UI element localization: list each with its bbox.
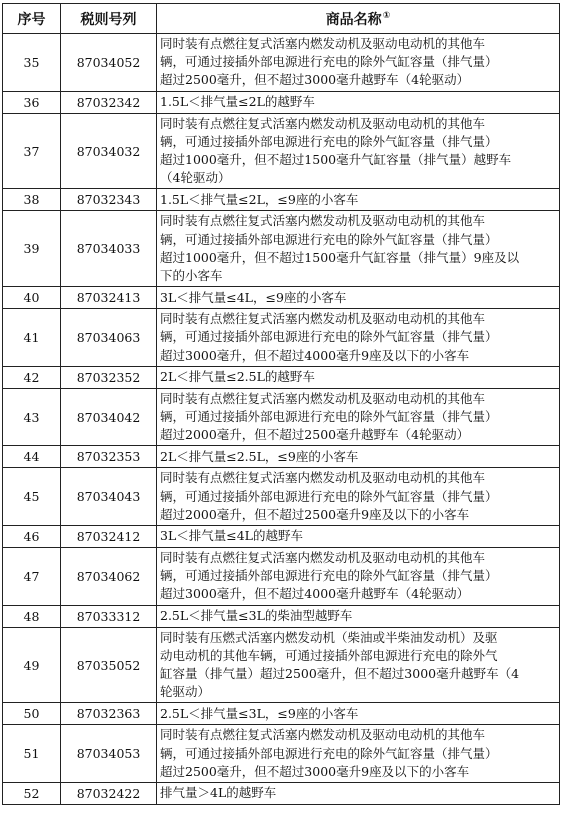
product-description [157,446,560,468]
tariff-code: 87034042 [61,388,157,446]
row-index: 38 [3,189,61,211]
tariff-code: 87032342 [61,91,157,113]
row-index: 49 [3,627,61,703]
row-index: 36 [3,91,61,113]
description-line: 排气量＞4L的越野车 [160,785,277,801]
row-index: 48 [3,605,61,627]
description-line: 同时装有点燃往复式活塞内燃发动机及驱动电动机的其他车 [160,311,486,327]
tariff-code: 87034043 [61,468,157,526]
row-index: 50 [3,703,61,725]
description-line: 2.5L＜排气量≤3L的柴油型越野车 [160,608,353,624]
table-row [3,725,560,783]
table-row [3,548,560,606]
table-body [3,34,560,805]
description-line: 辆，可通过接插外部电源进行充电的除外气缸容量（排气量） [160,54,498,70]
table-row [3,113,560,189]
description-line: 3L＜排气量≤4L，≤9座的小客车 [160,289,347,305]
table-row [3,703,560,725]
description-line: 超过2000毫升，但不超过2500毫升越野车（4轮驱动） [160,427,470,443]
product-description [157,526,560,548]
row-index: 45 [3,468,61,526]
tariff-code: 87032422 [61,783,157,805]
description-line: 2.5L＜排气量≤3L，≤9座的小客车 [160,705,359,721]
header-code: 税则号列 [61,4,157,34]
tariff-code: 87034033 [61,211,157,287]
product-description [157,211,560,287]
table-row [3,446,560,468]
product-description [157,605,560,627]
description-line: 缸容量（排气量）超过2500毫升，但不超过3000毫升越野车（4 [160,666,520,682]
description-line: 辆，可通过接插外部电源进行充电的除外气缸容量（排气量） [160,568,498,584]
tariff-code: 87032412 [61,526,157,548]
description-line: 辆，可通过接插外部电源进行充电的除外气缸容量（排气量） [160,133,498,149]
product-description [157,783,560,805]
row-index: 52 [3,783,61,805]
product-description [157,287,560,309]
description-line: 1.5L＜排气量≤2L，≤9座的小客车 [160,191,359,207]
row-index: 44 [3,446,61,468]
tariff-code: 87035052 [61,627,157,703]
table-row [3,189,560,211]
table-row [3,627,560,703]
row-index: 43 [3,388,61,446]
description-line: 同时装有点燃往复式活塞内燃发动机及驱动电动机的其他车 [160,115,486,131]
table-row [3,91,560,113]
product-description [157,725,560,783]
tariff-code: 87034063 [61,309,157,367]
row-index: 37 [3,113,61,189]
tariff-code: 87032353 [61,446,157,468]
row-index: 42 [3,366,61,388]
description-line: 同时装有点燃往复式活塞内燃发动机及驱动电动机的其他车 [160,470,486,486]
description-line: 2L＜排气量≤2.5L，≤9座的小客车 [160,448,359,464]
description-line: 辆，可通过接插外部电源进行充电的除外气缸容量（排气量） [160,231,498,247]
table-row [3,309,560,367]
description-line: 同时装有压燃式活塞内燃发动机（柴油或半柴油发动机）及驱 [160,629,498,645]
tariff-code: 87032413 [61,287,157,309]
row-index: 41 [3,309,61,367]
description-line: 超过1000毫升，但不超过1500毫升气缸容量（排气量）9座及以 [160,249,520,265]
table-row [3,468,560,526]
product-description [157,468,560,526]
description-line: 1.5L＜排气量≤2L的越野车 [160,94,315,109]
table-row [3,287,560,309]
row-index: 47 [3,548,61,606]
description-line: 动电动机的其他车辆，可通过接插外部电源进行充电的除外气 [160,647,498,663]
product-description [157,34,560,92]
product-description [157,113,560,189]
product-description [157,366,560,388]
row-index: 51 [3,725,61,783]
description-line: 超过1000毫升，但不超过1500毫升气缸容量（排气量）越野车 [160,152,512,168]
table-row [3,526,560,548]
header-name [157,4,560,34]
tariff-code: 87034032 [61,113,157,189]
tariff-code: 87034053 [61,725,157,783]
tariff-code: 87033312 [61,605,157,627]
footnote-marker: ① [382,10,391,21]
tariff-table-wrapper [2,3,559,805]
product-description [157,703,560,725]
description-line: 轮驱动） [160,684,211,700]
description-line: 同时装有点燃往复式活塞内燃发动机及驱动电动机的其他车 [160,550,486,566]
product-description [157,548,560,606]
description-line: 3L＜排气量≤4L的越野车 [160,528,303,544]
row-index: 35 [3,34,61,92]
description-line: 下的小客车 [160,268,223,284]
product-description [157,189,560,211]
row-index: 40 [3,287,61,309]
row-index: 46 [3,526,61,548]
description-line: 辆，可通过接插外部电源进行充电的除外气缸容量（排气量） [160,745,498,761]
description-line: 同时装有点燃往复式活塞内燃发动机及驱动电动机的其他车 [160,213,486,229]
description-line: 辆，可通过接插外部电源进行充电的除外气缸容量（排气量） [160,409,498,425]
description-line: 同时装有点燃往复式活塞内燃发动机及驱动电动机的其他车 [160,36,486,51]
header-index: 序号 [3,4,61,34]
description-line: 超过3000毫升，但不超过4000毫升9座及以下的小客车 [160,347,470,363]
description-line: 同时装有点燃往复式活塞内燃发动机及驱动电动机的其他车 [160,727,486,743]
description-line: （4轮驱动） [160,170,231,186]
table-row [3,34,560,92]
table-row [3,211,560,287]
table-row [3,605,560,627]
description-line: 超过2000毫升，但不超过2500毫升9座及以下的小客车 [160,506,470,522]
tariff-code: 87034052 [61,34,157,92]
table-header-row [3,4,560,34]
table-row [3,388,560,446]
header-name-label: 商品名称 [325,11,382,28]
description-line: 超过3000毫升，但不超过4000毫升越野车（4轮驱动） [160,586,470,602]
tariff-table [2,3,560,805]
product-description [157,388,560,446]
product-description [157,91,560,113]
row-index: 39 [3,211,61,287]
description-line: 辆，可通过接插外部电源进行充电的除外气缸容量（排气量） [160,488,498,504]
product-description [157,309,560,367]
tariff-code: 87032363 [61,703,157,725]
product-description [157,627,560,703]
tariff-code: 87032352 [61,366,157,388]
tariff-code: 87034062 [61,548,157,606]
tariff-code: 87032343 [61,189,157,211]
table-row [3,366,560,388]
description-line: 同时装有点燃往复式活塞内燃发动机及驱动电动机的其他车 [160,390,486,406]
description-line: 2L＜排气量≤2.5L的越野车 [160,369,315,385]
table-row [3,783,560,805]
description-line: 超过2500毫升，但不超过3000毫升9座及以下的小客车 [160,763,470,779]
description-line: 辆，可通过接插外部电源进行充电的除外气缸容量（排气量） [160,329,498,345]
description-line: 超过2500毫升，但不超过3000毫升越野车（4轮驱动） [160,72,470,88]
